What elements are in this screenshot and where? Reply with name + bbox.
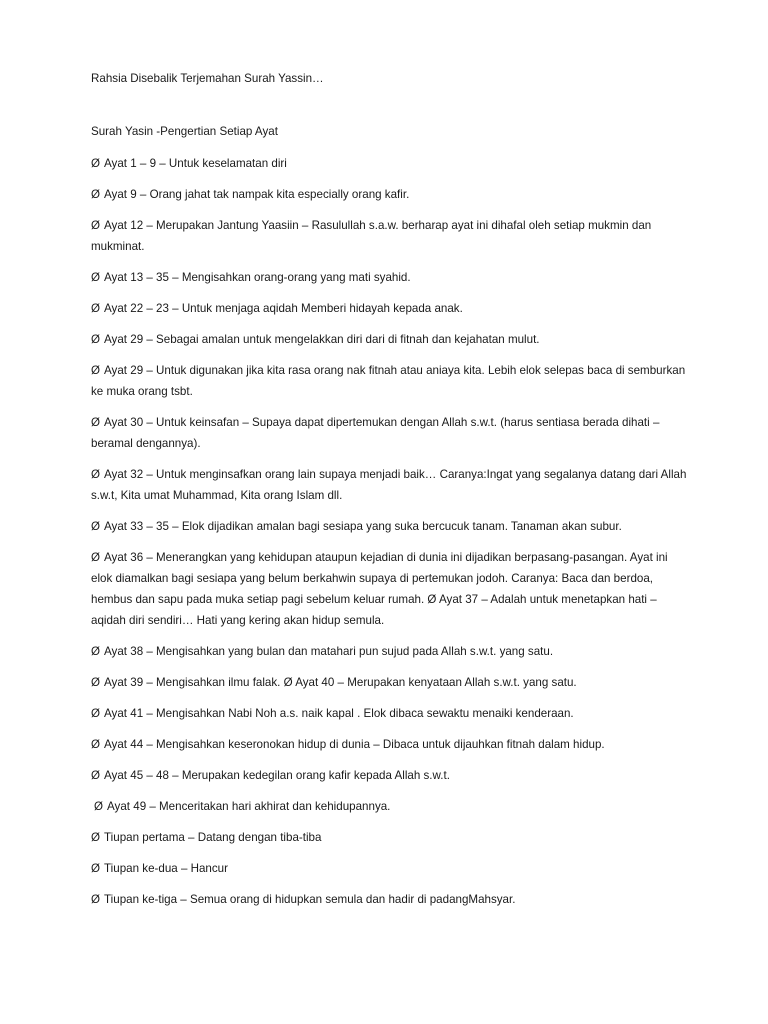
list-item <box>91 827 691 848</box>
bullet-glyph: Ø <box>91 893 101 906</box>
list-item <box>91 184 691 205</box>
list-item-text: Ayat 30 – Untuk keinsafan – Supaya dapat dipertemukan dengan Allah s.w.t. (harus sentiasa berada dihati – beramal dengannya). <box>91 416 660 450</box>
list-item-text: Ayat 41 – Mengisahkan Nabi Noh a.s. naik kapal . Elok dibaca sewaktu menaiki kenderaan. <box>104 707 574 720</box>
bullet-glyph: Ø <box>91 333 101 346</box>
list-item-text: Ayat 49 – Menceritakan hari akhirat dan kehidupannya. <box>107 800 391 813</box>
document-subtitle: Surah Yasin -Pengertian Setiap Ayat <box>91 125 278 138</box>
bullet-glyph: Ø <box>91 707 101 720</box>
list-item-text: Ayat 13 – 35 – Mengisahkan orang-orang yang mati syahid. <box>104 271 411 284</box>
list-item-text: Tiupan ke-dua – Hancur <box>104 862 228 875</box>
list-item-text: Tiupan pertama – Datang dengan tiba-tiba <box>104 831 322 844</box>
list-item-text: Ayat 1 – 9 – Untuk keselamatan diri <box>104 157 287 170</box>
bullet-glyph: Ø <box>91 551 101 564</box>
list-item-text: Ayat 12 – Merupakan Jantung Yaasiin – Rasulullah s.a.w. berharap ayat ini dihafal oleh setiap mukmin dan mukminat. <box>91 219 652 253</box>
bullet-glyph: Ø <box>91 364 101 377</box>
bullet-glyph: Ø <box>91 188 101 201</box>
list-item <box>91 796 691 817</box>
list-item <box>91 547 691 631</box>
list-item-text: Tiupan ke-tiga – Semua orang di hidupkan semula dan hadir di padangMahsyar. <box>104 893 516 906</box>
list-item <box>91 858 691 879</box>
list-item <box>91 734 691 755</box>
bullet-glyph: Ø <box>91 219 101 232</box>
bullet-glyph: Ø <box>91 862 101 875</box>
list-item <box>91 412 691 454</box>
bullet-glyph: Ø <box>91 769 101 782</box>
document-body <box>91 68 691 920</box>
document-title: Rahsia Disebalik Terjemahan Surah Yassin… <box>91 72 324 85</box>
list-item <box>91 765 691 786</box>
list-item-text: Ayat 9 – Orang jahat tak nampak kita especially orang kafir. <box>104 188 410 201</box>
list-item-text: Ayat 33 – 35 – Elok dijadikan amalan bagi sesiapa yang suka bercucuk tanam. Tanaman akan subur. <box>104 520 622 533</box>
bullet-glyph: Ø <box>91 738 101 751</box>
list-item <box>91 889 691 910</box>
bullet-glyph: Ø <box>91 676 101 689</box>
bullet-glyph: Ø <box>91 271 101 284</box>
list-item-text: Ayat 29 – Untuk digunakan jika kita rasa orang nak fitnah atau aniaya kita. Lebih elok selepas baca di semburkan ke muka orang tsbt. <box>91 364 686 398</box>
list-item <box>91 360 691 402</box>
bullet-glyph: Ø <box>91 157 101 170</box>
bullet-glyph: Ø <box>91 645 101 658</box>
list-item <box>91 153 691 174</box>
list-item <box>91 641 691 662</box>
list-item-text: Ayat 32 – Untuk menginsafkan orang lain supaya menjadi baik… Caranya:Ingat yang segalanya datang dari Allah s.w.t, Kita umat Muhammad, Kita orang Islam dll. <box>91 468 687 502</box>
list-item <box>91 464 691 506</box>
list-item <box>91 298 691 319</box>
list-item <box>91 329 691 350</box>
bullet-glyph: Ø <box>91 416 101 429</box>
list-item <box>91 672 691 693</box>
list-item-text: Ayat 44 – Mengisahkan keseronokan hidup di dunia – Dibaca untuk dijauhkan fitnah dalam hidup. <box>104 738 605 751</box>
list-item-text: Ayat 22 – 23 – Untuk menjaga aqidah Memberi hidayah kepada anak. <box>104 302 463 315</box>
list-item <box>91 267 691 288</box>
bullet-glyph: Ø <box>94 800 104 813</box>
bullet-glyph: Ø <box>91 302 101 315</box>
bullet-glyph: Ø <box>91 468 101 481</box>
list-item-text: Ayat 39 – Mengisahkan ilmu falak. Ø Ayat 40 – Merupakan kenyataan Allah s.w.t. yang satu. <box>104 676 577 689</box>
list-item <box>91 516 691 537</box>
bullet-glyph: Ø <box>91 520 101 533</box>
list-item-text: Ayat 45 – 48 – Merupakan kedegilan orang kafir kepada Allah s.w.t. <box>104 769 450 782</box>
list-item <box>91 215 691 257</box>
bullet-glyph: Ø <box>91 831 101 844</box>
list-item-text: Ayat 38 – Mengisahkan yang bulan dan matahari pun sujud pada Allah s.w.t. yang satu. <box>104 645 554 658</box>
list-item-text: Ayat 29 – Sebagai amalan untuk mengelakkan diri dari di fitnah dan kejahatan mulut. <box>104 333 540 346</box>
list-item-text: Ayat 36 – Menerangkan yang kehidupan ataupun kejadian di dunia ini dijadikan berpasang-pasangan. Ayat ini elok diamalkan bagi sesiapa yang belum berkahwin supaya di pertemukan jodoh. Caranya: Baca dan berdoa, hembus dan sapu pada muka setiap pagi sebelum keluar rumah. Ø Ayat 37 – Adalah untuk menetapkan hati – aqidah diri sendiri… Hati yang kering akan hidup semula. <box>91 551 668 627</box>
list-item <box>91 703 691 724</box>
